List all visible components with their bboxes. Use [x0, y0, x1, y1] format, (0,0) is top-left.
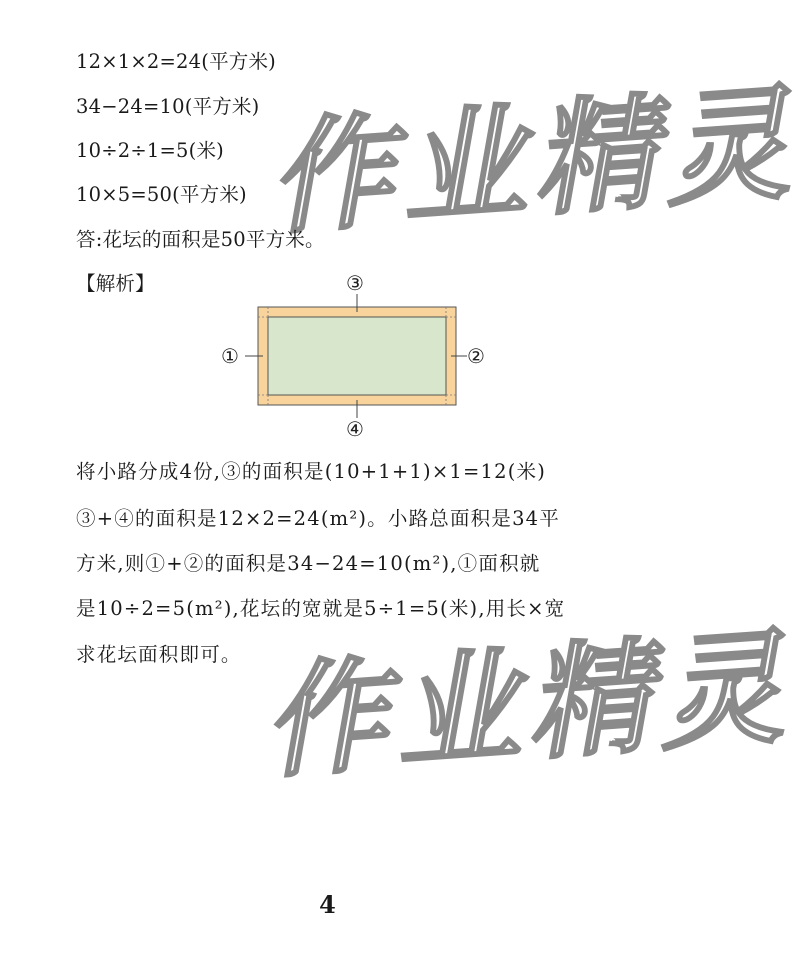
solution-line: 34−24=10(平方米) [76, 95, 260, 118]
label-bottom: ④ [346, 417, 364, 441]
solution-line: 10÷2÷1=5(米) [76, 139, 224, 162]
garden-area [268, 317, 446, 395]
analysis-line: ③+④的面积是12×2=24(m²)。小路总面积是34平 [76, 507, 560, 530]
watermark-top: 作业精灵 [264, 71, 802, 253]
analysis-heading: 【解析】 [76, 272, 155, 295]
page-number: 4 [319, 890, 336, 919]
label-top: ③ [346, 271, 364, 295]
solution-line: 10×5=50(平方米) [76, 183, 247, 206]
analysis-line: 将小路分成4份,③的面积是(10+1+1)×1=12(米) [76, 460, 547, 483]
solution-line: 12×1×2=24(平方米) [76, 50, 276, 73]
analysis-line: 是10÷2=5(m²),花坛的宽就是5÷1=5(米),用长×宽 [76, 597, 566, 620]
label-right: ② [467, 344, 485, 368]
analysis-line: 方米,则①+②的面积是34−24=10(m²),①面积就 [76, 552, 541, 575]
watermark-bottom: 作业精灵 [258, 615, 796, 797]
label-left: ① [221, 344, 239, 368]
answer-line: 答:花坛的面积是50平方米。 [76, 228, 325, 251]
analysis-line: 求花坛面积即可。 [76, 643, 242, 666]
garden-diagram [215, 268, 495, 444]
